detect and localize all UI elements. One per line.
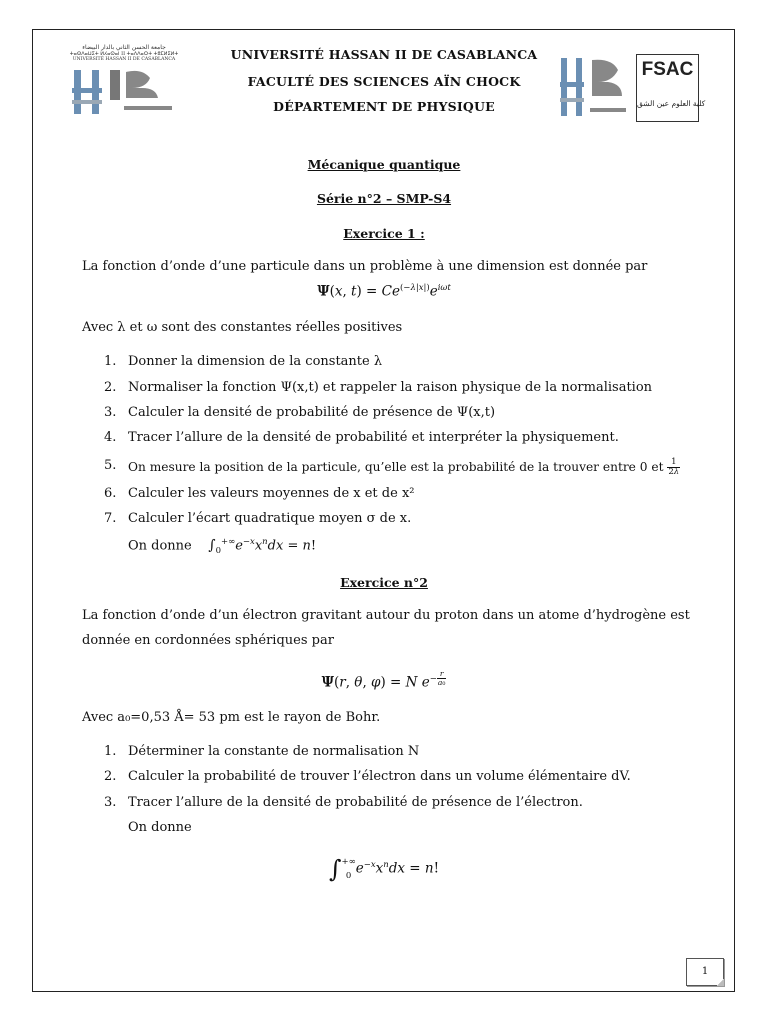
list-item: On mesure la position de la particule, qu’elle est la probabilité de la trouver entre 0 et — [128, 460, 664, 474]
list-item-number: 1. — [104, 744, 117, 759]
list-item: Calculer les valeurs moyennes de x et de x² — [128, 486, 415, 501]
list-item-number: 7. — [104, 511, 117, 526]
page-number: 1 — [686, 958, 724, 986]
logo-arabic-text: جامعة الحسن الثاني بالدار البيضاء — [82, 44, 166, 51]
fraction-1-over-2lambda: $\frac{1}{2\lambda}$ — [668, 457, 680, 477]
list-item-number: 6. — [104, 486, 117, 501]
list-item-number: 5. — [104, 458, 117, 473]
list-item-number: 2. — [104, 769, 117, 784]
ex2-wavefunction-equation: Ψ(r, θ, φ) = N $e^{- \frac{r}{\text{a₀}}}$ — [321, 669, 446, 691]
list-item: Tracer l’allure de la densité de probabilité de présence de l’électron. — [128, 795, 583, 810]
list-item: Déterminer la constante de normalisation N — [128, 744, 420, 759]
header-university: UNIVERSITÉ HASSAN II DE CASABLANCA — [230, 47, 538, 62]
header-department: DÉPARTEMENT DE PHYSIQUE — [273, 99, 495, 114]
logo-french-text: UNIVERSITÉ HASSAN II DE CASABLANCA — [72, 57, 176, 62]
ex2-intro-line1: La fonction d’onde d’un électron gravitant autour du proton dans un atome d’hydrogène est — [82, 608, 690, 623]
list-item-number: 1. — [104, 354, 117, 369]
list-item-number: 3. — [104, 795, 117, 810]
ex1-given-integral: On donne $\int_0^{+\infty}e^{-x}x^ndx = n$! — [128, 537, 317, 556]
list-item: Calculer la probabilité de trouver l’électron dans un volume élémentaire dV. — [128, 769, 631, 784]
fsac-label: FSAC — [641, 59, 694, 80]
list-item-number: 3. — [104, 405, 117, 420]
ex2-on-donne: On donne — [128, 820, 192, 835]
logo-tifinagh-text: ⵜⴰⵙⴷⴰⵡⵉⵜ ⵍⵃⴰⵙⴰⵏ II ⵜⴰⴷⴷⴰⵔⵜ ⵜⵓⵎⵍⵉⵍⵜ — [69, 51, 179, 57]
ex1-on-donne: On donne — [128, 538, 192, 554]
list-item: Calculer la densité de probabilité de présence de Ψ(x,t) — [128, 405, 496, 420]
ex1-avec: Avec λ et ω sont des constantes réelles positives — [82, 320, 403, 335]
list-item: Calculer l’écart quadratique moyen σ de x. — [128, 511, 412, 526]
ex2-title: Exercice n°2 — [340, 575, 428, 590]
ex2-avec: Avec a₀=0,53 Å= 53 pm est le rayon de Bohr. — [82, 710, 381, 725]
doc-title: Mécanique quantique — [307, 157, 461, 172]
ex1-wavefunction-equation: Ψ(x, $t) = Ce^{(-\lambda|x|)}e^{i\omega t}$ — [317, 283, 451, 300]
list-item-with-fraction — [128, 458, 680, 477]
list-item-number: 4. — [104, 430, 117, 445]
ex2-given-integral: ∫ +∞ 0 $e^{-x}x^ndx = n$! — [328, 855, 440, 883]
doc-serie: Série n°2 – SMP-S4 — [316, 191, 452, 206]
list-item-number: 2. — [104, 380, 117, 395]
ex2-intro-line2: donnée en cordonnées sphériques par — [82, 633, 334, 648]
ex1-title: Exercice 1 : — [343, 226, 425, 241]
list-item: Normaliser la fonction Ψ(x,t) et rappeler la raison physique de la normalisation — [128, 380, 653, 395]
ex1-intro: La fonction d’onde d’une particule dans un problème à une dimension est donnée par — [82, 259, 648, 274]
fsac-arabic-label: كلية العلوم عين الشق — [637, 99, 706, 108]
header-faculty: FACULTÉ DES SCIENCES AÏN CHOCK — [247, 74, 521, 89]
list-item: Tracer l’allure de la densité de probabilité et interpréter la physiquement. — [128, 430, 619, 445]
list-item: Donner la dimension de la constante λ — [128, 354, 383, 369]
